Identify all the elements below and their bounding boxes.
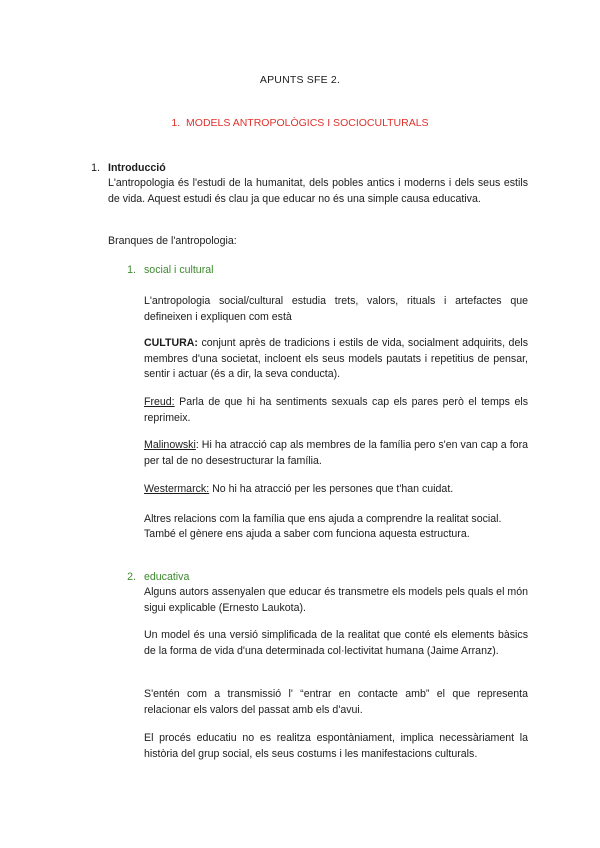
freud-text: Parla de que hi ha sentiments sexuals cap els pares però el temps els reprimeix. — [144, 396, 528, 424]
malinowski-paragraph — [144, 438, 528, 469]
branch2-title: educativa — [144, 571, 190, 583]
intro-number: 1. — [91, 162, 100, 174]
freud-paragraph — [144, 395, 528, 426]
intro-heading: Introducció — [108, 162, 166, 174]
freud-name: Freud: — [144, 396, 175, 408]
malinowski-text: : Hi ha atracció cap als membres de la família pero s'en van cap a fora per tal de no desestructurar la família. — [144, 439, 528, 467]
cultura-definition: conjunt après de tradicions i estils de vida, socialment adquirits, dels membres d'una societat, incloent els seus models pautats i repetitius de pensar, sentir i actuar (és a dir, la seva conducta). — [144, 337, 528, 381]
branch2-number: 2. — [127, 571, 136, 583]
branch1-title: social i cultural — [144, 264, 214, 276]
chapter-heading — [0, 117, 600, 129]
chapter-title: MODELS ANTROPOLÒGICS I SOCIOCULTURALS — [186, 117, 429, 129]
westermarck-paragraph — [144, 483, 453, 495]
cultura-paragraph — [144, 336, 528, 383]
chapter-number: 1. — [171, 117, 181, 129]
branch1-paragraph: L'antropologia social/cultural estudia trets, valors, rituals i artefactes que defineixen i expliquen com està — [144, 295, 528, 323]
document-title: APUNTS SFE 2. — [259, 74, 341, 86]
malinowski-name: Malinowski — [144, 439, 196, 451]
westermarck-name: Westermarck: — [144, 483, 210, 495]
relacions-line-2: També el gènere ens ajuda a saber com funciona aquesta estructura. — [144, 528, 470, 540]
branch2-paragraph-4: El procés educatiu no es realitza espontàniament, implica necessàriament la història del grup social, els seus costums i les manifestacions culturals. — [144, 732, 528, 760]
cultura-term: CULTURA: — [144, 337, 198, 349]
westermarck-text: No hi ha atracció per les persones que t'han cuidat. — [209, 483, 454, 495]
branch2-paragraph-1: Alguns autors assenyalen que educar és transmetre els models pels quals el món sigui explicable (Ernesto Laukota). — [144, 586, 528, 614]
relacions-line-1: Altres relacions com la família que ens ajuda a comprendre la realitat social. — [144, 513, 502, 525]
intro-paragraph: L'antropologia és l'estudi de la humanitat, dels pobles antics i moderns i dels seus estils de vida. Aquest estudi és clau ja que educar no és una simple causa educativa. — [108, 177, 528, 205]
branch2-paragraph-3: S'entén com a transmissió l' “entrar en contacte amb” el que representa relacionar els valors del passat amb els d'avui. — [144, 688, 528, 716]
branch1-number: 1. — [127, 264, 136, 276]
branches-label: Branques de l'antropologia: — [108, 235, 237, 247]
branch2-paragraph-2: Un model és una versió simplificada de la realitat que conté els elements bàsics de la forma de vida d'una determinada col·lectivitat humana (Jaime Arranz). — [144, 629, 528, 657]
